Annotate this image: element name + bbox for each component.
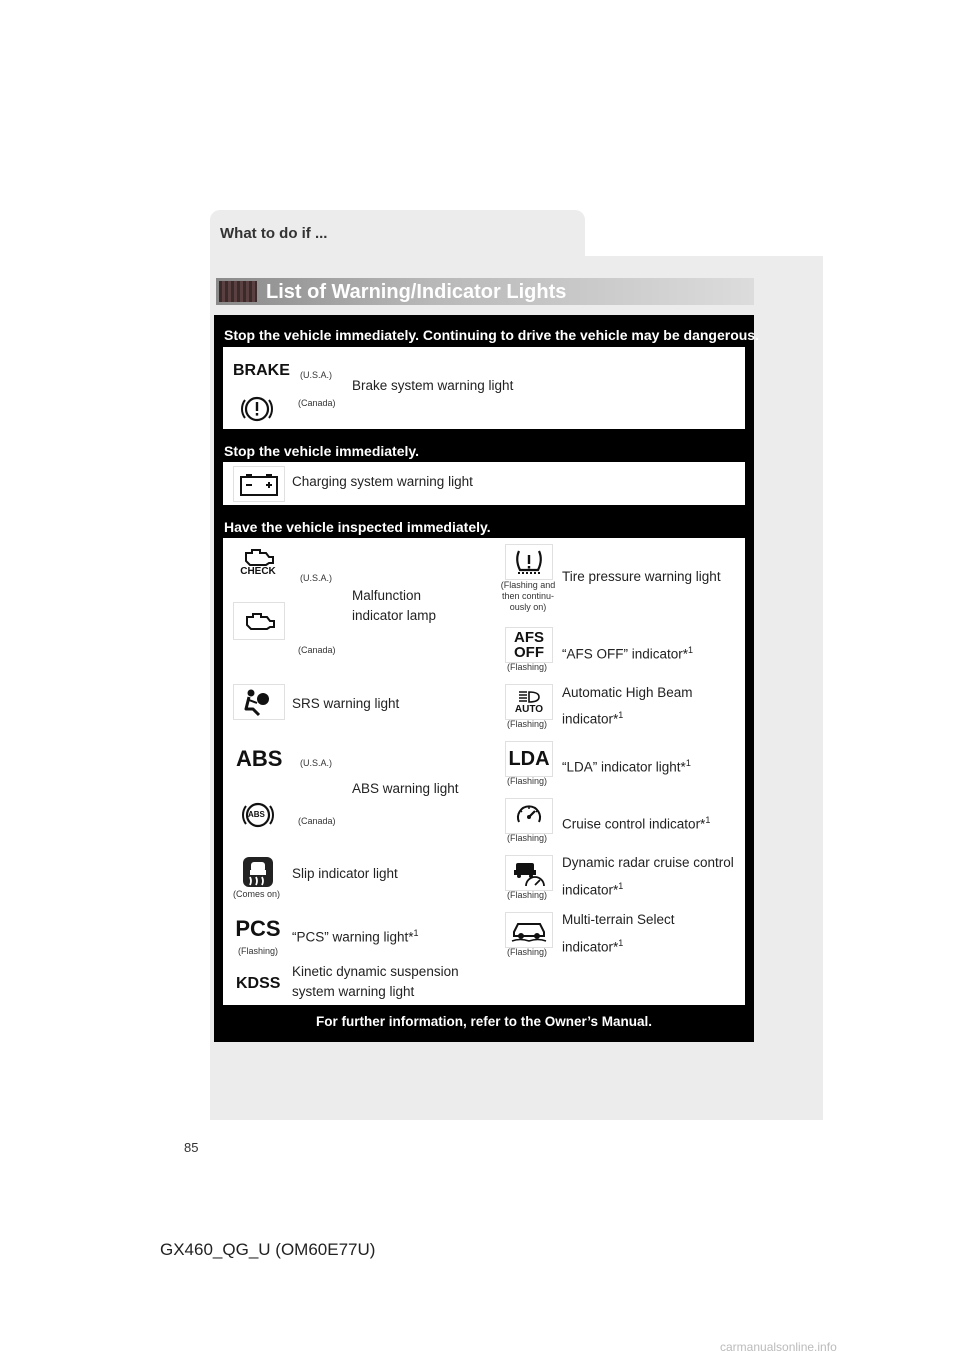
cruise-label: Cruise control indicator*$^1$ <box>562 815 711 832</box>
abs-circle-icon <box>233 798 283 832</box>
drcc-label-2: indicator*$^1$ <box>562 881 624 898</box>
page-number: 85 <box>184 1140 199 1155</box>
usa-label: (U.S.A.) <box>300 758 333 768</box>
malfunction-label-2: indicator lamp <box>352 608 437 623</box>
afs-label: “AFS OFF” indicator*$^1$ <box>562 645 694 662</box>
brake-warning-icon <box>233 391 281 427</box>
document-code: GX460_QG_U (OM60E77U) <box>160 1240 376 1259</box>
group1-heading: Stop the vehicle immediately. Continuing to drive the vehicle may be dangerous. <box>224 327 759 343</box>
flashing-label: (Flashing) <box>507 776 548 786</box>
slip-label: Slip indicator light <box>292 866 398 881</box>
ahb-label-2: indicator*$^1$ <box>562 710 624 727</box>
canada-label: (Canada) <box>298 816 336 826</box>
group2-heading: Stop the vehicle immediately. <box>224 443 420 459</box>
kdss-label-1: Kinetic dynamic suspension <box>292 964 459 979</box>
flashing-label: (Flashing) <box>238 946 279 956</box>
flashing-then-label: (Flashing and then continu-ously on) <box>500 580 556 612</box>
watermark: carmanualsonline.info <box>720 1340 837 1354</box>
lda-label: “LDA” indicator light*$^1$ <box>562 758 691 775</box>
lda-icon <box>505 741 553 777</box>
section-label: What to do if ... <box>220 225 328 242</box>
tire-pressure-icon <box>505 544 553 580</box>
brake-label: Brake system warning light <box>352 378 514 393</box>
radar-cruise-icon <box>505 855 553 891</box>
canada-label: (Canada) <box>298 398 336 408</box>
afs-text: AFS <box>514 629 544 646</box>
flashing-label: (Flashing) <box>507 719 548 729</box>
battery-icon <box>233 466 285 502</box>
flashing-label: (Flashing) <box>507 947 548 957</box>
kdss-icon: KDSS <box>236 975 281 992</box>
pcs-text: PCS <box>235 916 281 941</box>
cruise-control-icon <box>505 798 553 834</box>
footer-note: For further information, refer to the Owner’s Manual. <box>315 1014 653 1029</box>
malfunction-label-1: Malfunction <box>352 588 422 603</box>
usa-label: (U.S.A.) <box>300 573 333 583</box>
drcc-label-1: Dynamic radar cruise control <box>562 855 734 870</box>
flashing-label: (Flashing) <box>507 890 548 900</box>
lda-text: LDA <box>508 747 550 770</box>
multi-terrain-icon <box>505 912 553 948</box>
tire-label: Tire pressure warning light <box>562 569 721 584</box>
title-swatch <box>219 281 257 302</box>
engine-icon <box>233 602 285 640</box>
pcs-icon <box>233 912 283 946</box>
abs-text-icon: ABS <box>236 746 283 771</box>
kdss-label-2: system warning light <box>292 984 415 999</box>
auto-high-beam-icon <box>505 684 553 720</box>
pcs-label: “PCS” warning light*$^1$ <box>292 928 419 945</box>
usa-label: (U.S.A.) <box>300 370 333 380</box>
abs-label: ABS warning light <box>352 781 459 796</box>
srs-label: SRS warning light <box>292 696 400 711</box>
page-title: List of Warning/Indicator Lights <box>266 281 567 303</box>
charging-label: Charging system warning light <box>292 474 473 489</box>
ahb-label-1: Automatic High Beam <box>562 685 693 700</box>
afs-off-icon <box>505 627 553 663</box>
off-text: OFF <box>514 644 544 661</box>
srs-airbag-icon <box>233 684 285 720</box>
comes-on-label: (Comes on) <box>233 889 281 899</box>
group3-heading: Have the vehicle inspected immediately. <box>224 519 491 535</box>
mts-label-2: indicator*$^1$ <box>562 938 624 955</box>
check-engine-icon <box>233 544 283 580</box>
check-text: CHECK <box>240 566 276 577</box>
mts-label-1: Multi-terrain Select <box>562 912 675 927</box>
canada-label: (Canada) <box>298 645 336 655</box>
slip-indicator-icon <box>233 855 283 889</box>
abs-small-text: ABS <box>248 810 265 819</box>
flashing-label: (Flashing) <box>507 662 548 672</box>
auto-text: AUTO <box>514 703 544 715</box>
flashing-label: (Flashing) <box>507 833 548 843</box>
brake-text-icon: BRAKE <box>233 362 290 379</box>
